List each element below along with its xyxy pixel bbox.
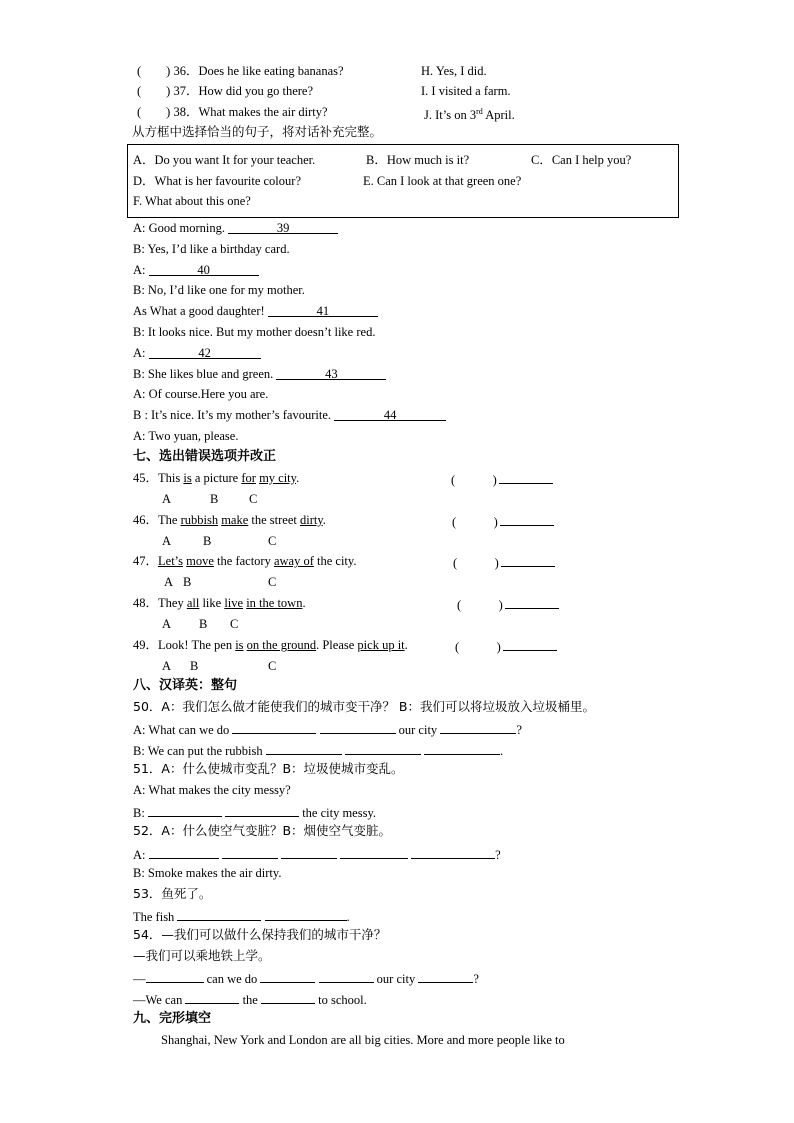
letter-a: A xyxy=(162,617,172,631)
dialogue-line-5: As What a good daughter! 41 xyxy=(133,303,378,319)
letter-a: A xyxy=(162,659,172,673)
letter-b: B xyxy=(183,575,192,589)
letter-c: C xyxy=(268,534,277,548)
letter-b: B xyxy=(203,534,212,548)
matching-row-38 xyxy=(137,104,328,120)
section-8-title: 八、汉译英：整句 xyxy=(133,678,238,693)
question-53-english: The fish . xyxy=(133,907,350,925)
dialogue-line-2: B: Yes, I’d like a birthday card. xyxy=(133,242,290,256)
section-7-title: 七、选出错误选项并改正 xyxy=(133,449,277,464)
answer-49[interactable]: ( ) xyxy=(455,637,557,655)
letter-b: B xyxy=(210,492,219,506)
letter-c: C xyxy=(268,659,277,673)
question-52-b: B: Smoke makes the air dirty. xyxy=(133,866,282,880)
question-50-chinese: 50．A：我们怎么做才能使我们的城市变干净？ B：我们可以将垃圾放入垃圾桶里。 xyxy=(133,699,596,714)
blank-39[interactable]: 39 xyxy=(228,220,338,234)
letter-b: B xyxy=(199,617,208,631)
question-54-chinese-2: —我们可以乘地铁上学。 xyxy=(133,948,271,963)
blank-40[interactable]: 40 xyxy=(149,262,259,276)
letter-c: C xyxy=(268,575,277,589)
question-46: 46．The rubbish make the street dirty. xyxy=(133,513,326,527)
question-text: 38．What makes the air dirty? xyxy=(173,105,328,119)
question-49: 49．Look! The pen is on the ground. Please pick up it. xyxy=(133,638,408,652)
dialogue-instruction: 从方框中选择恰当的句子，将对话补充完整。 xyxy=(132,124,383,139)
dialogue-line-10: B : It’s nice. It’s my mother’s favourite. 44 xyxy=(133,407,446,423)
matching-row-37 xyxy=(137,83,313,99)
question-54-b: —We can the to school. xyxy=(133,990,367,1008)
blank-43[interactable]: 43 xyxy=(276,366,386,380)
cloze-passage: Shanghai, New York and London are all big cities. More and more people like to xyxy=(161,1033,565,1047)
option-b: B．How much is it? xyxy=(366,153,470,167)
dialogue-line-9: A: Of course.Here you are. xyxy=(133,387,269,401)
letter-a: A xyxy=(162,492,172,506)
dialogue-line-1: A: Good morning. 39 xyxy=(133,220,338,236)
section-9-title: 九、完形填空 xyxy=(133,1011,212,1026)
question-48: 48．They all like live in the town. xyxy=(133,596,306,610)
matching-answer-h: H. Yes, I did. xyxy=(421,64,487,78)
option-d: D．What is her favourite colour? xyxy=(133,174,301,188)
question-50-a: A: What can we do our city ? xyxy=(133,720,522,738)
question-54-chinese-1: 54．—我们可以做什么保持我们的城市干净？ xyxy=(133,927,387,942)
matching-answer-j: J. It’s on 3rd April. xyxy=(424,107,515,123)
letter-c: C xyxy=(230,617,239,631)
blank-42[interactable]: 42 xyxy=(149,345,261,359)
question-52-chinese: 52．A：什么使空气变脏？B：烟使空气变脏。 xyxy=(133,823,392,838)
dialogue-line-7: A: 42 xyxy=(133,345,261,361)
dialogue-line-6: B: It looks nice. But my mother doesn’t like red. xyxy=(133,325,376,339)
matching-answer-i: I. I visited a farm. xyxy=(421,84,511,98)
dialogue-line-3: A: 40 xyxy=(133,262,259,278)
answer-47[interactable]: ( ) xyxy=(453,553,555,571)
question-50-b: B: We can put the rubbish . xyxy=(133,741,503,759)
letter-c: C xyxy=(249,492,258,506)
letter-b: B xyxy=(190,659,199,673)
blank-44[interactable]: 44 xyxy=(334,407,446,421)
answer-paren[interactable]: ( ) xyxy=(137,84,171,98)
answer-paren[interactable]: ( ) xyxy=(137,64,171,78)
answer-48[interactable]: ( ) xyxy=(457,595,559,613)
option-c: C．Can I help you? xyxy=(531,153,632,167)
blank-41[interactable]: 41 xyxy=(268,303,378,317)
letter-a: A xyxy=(162,534,172,548)
answer-46[interactable]: ( ) xyxy=(452,512,554,530)
question-53-chinese: 53．鱼死了。 xyxy=(133,886,212,901)
option-f: F. What about this one? xyxy=(133,194,251,208)
question-45: 45．This is a picture for my city. xyxy=(133,471,300,485)
dialogue-line-11: A: Two yuan, please. xyxy=(133,429,239,443)
option-e: E. Can I look at that green one? xyxy=(363,174,522,188)
question-47: 47．Let’s move the factory away of the city. xyxy=(133,554,357,568)
option-a: A．Do you want It for your teacher. xyxy=(133,153,316,167)
question-text: 36．Does he like eating bananas? xyxy=(173,64,344,78)
answer-45[interactable]: ( ) xyxy=(451,470,553,488)
question-text: 37．How did you go there? xyxy=(173,84,314,98)
matching-row-36 xyxy=(137,63,344,79)
question-51-chinese: 51．A：什么使城市变乱？B：垃圾使城市变乱。 xyxy=(133,761,404,776)
question-51-a: A: What makes the city messy? xyxy=(133,783,291,797)
question-54-a: — can we do our city ? xyxy=(133,969,479,987)
question-52-a: A: ? xyxy=(133,845,501,863)
letter-a: A xyxy=(164,575,174,589)
question-51-b: B: the city messy. xyxy=(133,803,376,821)
dialogue-line-4: B: No, I’d like one for my mother. xyxy=(133,283,305,297)
answer-paren[interactable]: ( ) xyxy=(137,105,171,119)
dialogue-line-8: B: She likes blue and green. 43 xyxy=(133,366,386,382)
